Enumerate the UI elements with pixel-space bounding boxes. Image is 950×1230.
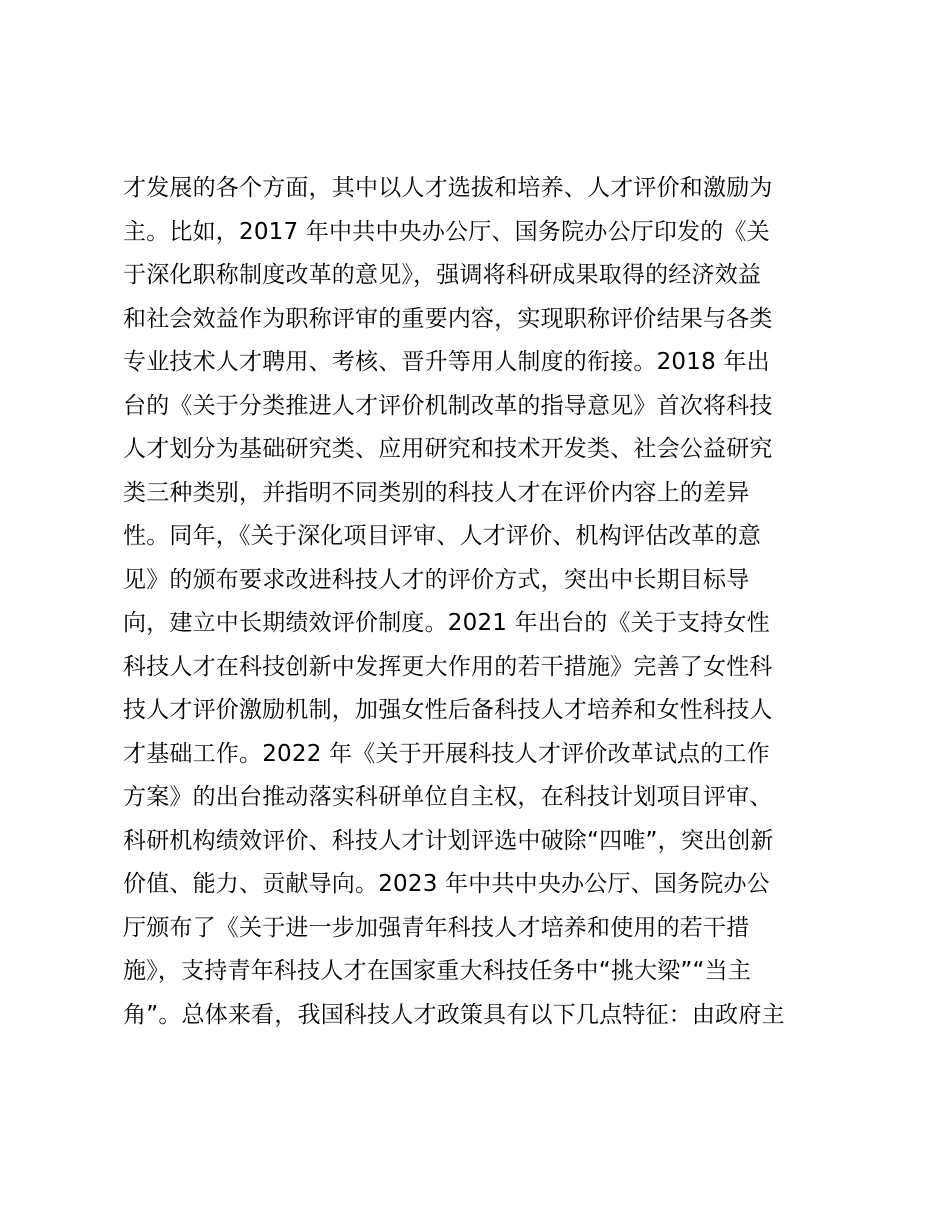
text-line: 于深化职称制度改革的意见》，强调将科研成果取得的经济效益 [123, 262, 762, 288]
text-line: 和社会效益作为职称评审的重要内容，实现职称评价结果与各类 [123, 305, 773, 332]
text-line: 角”。总体来看，我国科技人才政策具有以下几点特征：由政府主 [123, 1001, 785, 1028]
text-line: 类三种类别，并指明不同类别的科技人才在评价内容上的差异 [123, 479, 750, 506]
text-line: 才发展的各个方面，其中以人才选拔和培养、人才评价和激励为 [123, 175, 773, 201]
text-line: 科研机构绩效评价、科技人才计划评选中破除“四唯”，突出创新 [123, 827, 774, 854]
text-line: 技人才评价激励机制，加强女性后备科技人才培养和女性科技人 [123, 697, 773, 723]
text-line: 性。同年，《关于深化项目评审、人才评价、机构评估改革的意 [123, 523, 762, 549]
text-line: 人才划分为基础研究类、应用研究和技术开发类、社会公益研究 [123, 436, 773, 462]
text-line: 主。比如，2017 年中共中央办公厅、国务院办公厅印发的《关 [123, 218, 770, 245]
text-line: 专业技术人才聘用、考核、晋升等用人制度的衔接。2018 年出 [123, 349, 770, 375]
text-line: 厅颁布了《关于进一步加强青年科技人才培养和使用的若干措 [123, 914, 750, 941]
text-line: 向，建立中长期绩效评价制度。2021 年出台的《关于支持女性 [123, 610, 770, 636]
text-line: 台的《关于分类推进人才评价机制改革的指导意见》首次将科技 [123, 392, 773, 419]
text-line: 施》，支持青年科技人才在国家重大科技任务中“挑大梁”“当主 [123, 958, 752, 984]
text-line: 科技人才在科技创新中发挥更大作用的若干措施》完善了女性科 [123, 653, 773, 680]
text-line: 才基础工作。2022 年《关于开展科技人才评价改革试点的工作 [123, 740, 770, 767]
text-line: 见》的颁布要求改进科技人才的评价方式，突出中长期目标导 [123, 566, 750, 593]
text-line: 价值、能力、贡献导向。2023 年中共中央办公厅、国务院办公 [123, 871, 770, 897]
text-line: 方案》的出台推动落实科研单位自主权，在科技计划项目评审、 [123, 784, 773, 810]
